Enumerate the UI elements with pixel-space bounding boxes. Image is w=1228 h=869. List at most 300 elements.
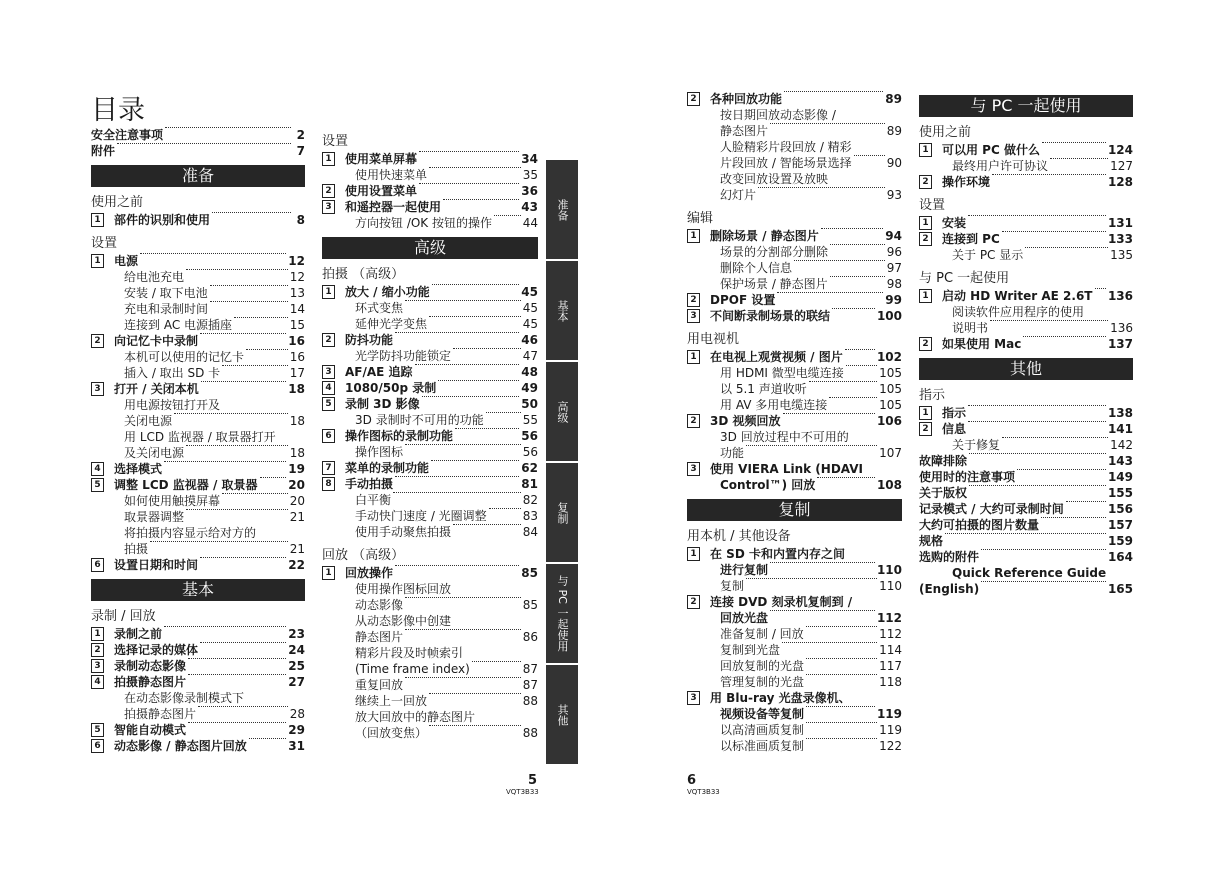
toc-entry[interactable]: [687, 445, 902, 461]
leader-dots: [150, 541, 288, 542]
toc-entry-label: Control™) 回放: [720, 478, 816, 492]
toc-entry-label: 在动态影像录制模式下: [124, 691, 245, 705]
toc-page-number: 81: [521, 477, 538, 491]
toc-entry[interactable]: [91, 658, 305, 674]
leader-dots: [830, 244, 885, 245]
toc-entry[interactable]: [919, 421, 1133, 437]
toc-entry-label: 将拍摄内容显示给对方的: [124, 526, 257, 540]
toc-entry[interactable]: [919, 142, 1133, 158]
leader-dots: [188, 722, 286, 723]
subsection-heading: 编辑: [687, 211, 714, 226]
toc-entry[interactable]: [687, 626, 902, 642]
toc-entry[interactable]: [322, 725, 538, 741]
leader-dots: [821, 228, 884, 229]
toc-page-number: 119: [876, 707, 902, 721]
leader-dots: [1025, 247, 1108, 248]
item-number-box: 4: [91, 462, 104, 476]
toc-entry[interactable]: [687, 578, 902, 594]
toc-entry[interactable]: [919, 469, 1133, 485]
toc-page-number: 119: [879, 723, 902, 737]
toc-entry[interactable]: [687, 260, 902, 276]
toc-entry-line: [687, 546, 902, 562]
toc-page-number: 83: [522, 509, 538, 523]
toc-entry-label: 规格: [919, 534, 944, 548]
leader-dots: [770, 123, 885, 124]
toc-page-number: 127: [1110, 159, 1133, 173]
toc-entry[interactable]: [322, 167, 538, 183]
leader-dots: [393, 492, 521, 493]
section-tab-copy[interactable]: 复制: [546, 463, 578, 562]
leader-dots: [186, 269, 288, 270]
toc-entry[interactable]: [91, 706, 305, 722]
leader-dots: [968, 405, 1106, 406]
leader-dots: [992, 174, 1106, 175]
toc-entry[interactable]: [687, 123, 902, 139]
item-number-box: 1: [91, 213, 104, 227]
section-tab-prep[interactable]: 准备: [546, 160, 578, 259]
section-tab-advanced[interactable]: 高级: [546, 362, 578, 461]
toc-entry[interactable]: [322, 284, 538, 300]
toc-entry-label: 放大 / 缩小功能: [345, 285, 430, 299]
toc-page-number: 88: [522, 726, 538, 740]
toc-entry-line: [687, 594, 902, 610]
toc-entry-label: 向记忆卡中录制: [114, 334, 199, 348]
toc-entry[interactable]: [687, 674, 902, 690]
toc-entry-line: [322, 709, 538, 725]
toc-entry[interactable]: [687, 91, 902, 107]
toc-entry[interactable]: [91, 626, 305, 642]
toc-entry[interactable]: [919, 501, 1133, 517]
toc-page-number: 19: [288, 462, 305, 476]
item-number-box: 3: [322, 200, 335, 214]
toc-entry[interactable]: [919, 231, 1133, 247]
toc-entry[interactable]: [919, 247, 1133, 263]
toc-page-number: 29: [288, 723, 305, 737]
leader-dots: [969, 485, 1106, 486]
toc-entry-label: 连接到 AC 电源插座: [124, 318, 233, 332]
toc-entry-label: 和遥控器一起使用: [345, 200, 442, 214]
toc-entry[interactable]: [919, 437, 1133, 453]
toc-page-number: 141: [1107, 422, 1133, 436]
toc-entry[interactable]: [91, 301, 305, 317]
leader-dots: [429, 316, 521, 317]
toc-entry[interactable]: [687, 706, 902, 722]
toc-entry-label: 最终用户许可协议: [952, 159, 1049, 173]
toc-entry-label: 录制之前: [114, 627, 163, 641]
toc-entry[interactable]: [322, 597, 538, 613]
toc-entry[interactable]: [687, 722, 902, 738]
toc-entry[interactable]: [322, 364, 538, 380]
toc-entry-label: 回放复制的光盘: [720, 659, 805, 673]
toc-entry[interactable]: [322, 300, 538, 316]
toc-entry[interactable]: [322, 199, 538, 215]
toc-entry[interactable]: [91, 285, 305, 301]
toc-entry-label: 设置日期和时间: [114, 558, 199, 572]
toc-entry[interactable]: [322, 565, 538, 581]
toc-entry[interactable]: [687, 349, 902, 365]
leader-dots: [806, 658, 877, 659]
toc-entry-label: 动态影像 / 静态图片回放: [114, 739, 247, 753]
leader-dots: [212, 212, 291, 213]
toc-entry[interactable]: [91, 722, 305, 738]
toc-entry-label: 使用快速菜单: [355, 168, 428, 182]
toc-entry[interactable]: [91, 477, 305, 493]
leader-dots: [198, 706, 288, 707]
leader-dots: [429, 693, 521, 694]
page-number-right: 6: [687, 773, 697, 788]
section-tab-basic[interactable]: 基本: [546, 261, 578, 360]
section-banner: 与 PC 一起使用: [919, 95, 1133, 117]
toc-entry[interactable]: [322, 215, 538, 231]
toc-page-number: 118: [879, 675, 902, 689]
leader-dots: [969, 453, 1106, 454]
toc-entry[interactable]: [919, 336, 1133, 352]
leader-dots: [830, 276, 885, 277]
leader-dots: [200, 642, 286, 643]
toc-entry[interactable]: [91, 365, 305, 381]
toc-entry-label: 打开 / 关闭本机: [114, 382, 199, 396]
toc-entry[interactable]: [91, 461, 305, 477]
toc-entry-label: 使用手动聚焦拍摄: [355, 525, 452, 539]
toc-entry[interactable]: [919, 581, 1133, 597]
toc-entry[interactable]: [322, 183, 538, 199]
section-banner: 复制: [687, 499, 902, 521]
toc-entry-line: [687, 690, 902, 706]
leader-dots: [770, 610, 875, 611]
toc-entry-label: 以高清画质复制: [720, 723, 805, 737]
page-code-left: VQT3B33: [506, 788, 539, 796]
item-number-box: 2: [919, 422, 932, 436]
toc-column-1: [91, 127, 305, 754]
toc-page-number: 56: [522, 445, 538, 459]
toc-entry-label: 安全注意事项: [91, 128, 164, 142]
toc-entry[interactable]: [91, 349, 305, 365]
toc-entry[interactable]: [91, 381, 305, 397]
toc-entry[interactable]: [91, 445, 305, 461]
toc-entry[interactable]: [91, 127, 305, 143]
leader-dots: [489, 508, 521, 509]
toc-entry-label: 复制到光盘: [720, 643, 781, 657]
toc-entry-label: 光学防抖功能锁定: [355, 349, 452, 363]
item-number-box: 3: [91, 382, 104, 396]
toc-entry[interactable]: [91, 541, 305, 557]
leader-dots: [746, 445, 877, 446]
toc-entry[interactable]: [687, 477, 902, 493]
toc-entry[interactable]: [322, 460, 538, 476]
toc-entry[interactable]: [687, 228, 902, 244]
toc-entry[interactable]: [687, 381, 902, 397]
item-number-box: 1: [919, 406, 932, 420]
leader-dots: [431, 460, 519, 461]
toc-entry-label: 用电源按钮打开及: [124, 398, 221, 412]
leader-dots: [234, 317, 288, 318]
toc-page-number: 164: [1107, 550, 1133, 564]
section-banner: 基本: [91, 579, 305, 601]
toc-page-number: 106: [876, 414, 902, 428]
leader-dots: [429, 167, 521, 168]
toc-entry-label: 管理复制的光盘: [720, 675, 805, 689]
toc-entry-label: 进行复制: [720, 563, 769, 577]
toc-entry-label: 保护场景 / 静态图片: [720, 277, 828, 291]
toc-entry[interactable]: [91, 269, 305, 285]
item-number-box: 2: [687, 293, 700, 307]
subsection-heading: 使用之前: [919, 125, 972, 140]
toc-page-number: 149: [1107, 470, 1133, 484]
toc-entry[interactable]: [687, 308, 902, 324]
toc-entry[interactable]: [919, 215, 1133, 231]
toc-entry[interactable]: [687, 562, 902, 578]
leader-dots: [422, 396, 520, 397]
subsection-heading: 用电视机: [687, 332, 740, 347]
toc-entry[interactable]: [919, 320, 1133, 336]
toc-entry[interactable]: [322, 428, 538, 444]
toc-entry[interactable]: [91, 317, 305, 333]
toc-entry[interactable]: [91, 212, 305, 228]
item-number-box: 2: [687, 414, 700, 428]
toc-entry[interactable]: [687, 292, 902, 308]
toc-entry-label: 3D 录制时不可用的功能: [355, 413, 484, 427]
toc-entry[interactable]: [322, 412, 538, 428]
toc-page-number: 114: [879, 643, 902, 657]
toc-page-number: 36: [521, 184, 538, 198]
toc-page-number: 21: [289, 510, 305, 524]
leader-dots: [809, 381, 877, 382]
leader-dots: [846, 365, 877, 366]
toc-entry[interactable]: [91, 413, 305, 429]
leader-dots: [200, 333, 286, 334]
toc-entry[interactable]: [687, 244, 902, 260]
toc-entry[interactable]: [687, 187, 902, 203]
leader-dots: [1066, 501, 1106, 502]
toc-entry-label: 删除场景 / 静态图片: [710, 229, 819, 243]
toc-page-number: 105: [879, 382, 902, 396]
toc-entry[interactable]: [322, 492, 538, 508]
toc-entry-line: [687, 107, 902, 123]
toc-entry[interactable]: [322, 380, 538, 396]
toc-page-number: 107: [879, 446, 902, 460]
leader-dots: [438, 380, 519, 381]
leader-dots: [1042, 142, 1106, 143]
leader-dots: [486, 412, 521, 413]
item-number-box: 1: [919, 289, 932, 303]
toc-entry-label: 操作图标的录制功能: [345, 429, 454, 443]
toc-entry[interactable]: [322, 693, 538, 709]
toc-column-4: [919, 89, 1133, 597]
toc-page-number: 89: [886, 124, 902, 138]
toc-entry-label: 防抖功能: [345, 333, 394, 347]
toc-page-number: 86: [522, 630, 538, 644]
leader-dots: [429, 725, 521, 726]
toc-entry-label: 回放光盘: [720, 611, 769, 625]
toc-entry-label: 人脸精彩片段回放 / 精彩: [720, 140, 852, 154]
item-number-box: 1: [919, 143, 932, 157]
toc-entry-label: 如何使用触摸屏幕: [124, 494, 221, 508]
toc-entry[interactable]: [322, 476, 538, 492]
toc-entry[interactable]: [919, 453, 1133, 469]
leader-dots: [845, 349, 875, 350]
toc-entry[interactable]: [919, 549, 1133, 565]
toc-entry-line: [91, 429, 305, 445]
leader-dots: [222, 365, 288, 366]
toc-entry-label: Quick Reference Guide: [952, 566, 1107, 580]
toc-page-number: 12: [289, 270, 305, 284]
toc-entry-label: 操作图标: [355, 445, 404, 459]
leader-dots: [981, 549, 1106, 550]
toc-page-number: 135: [1110, 248, 1133, 262]
leader-dots: [806, 738, 877, 739]
toc-entry[interactable]: [919, 485, 1133, 501]
toc-entry-label: 功能: [720, 446, 745, 460]
toc-entry[interactable]: [91, 557, 305, 573]
subsection-heading: 回放 （高级）: [322, 548, 405, 563]
leader-dots: [1050, 158, 1108, 159]
item-number-box: 4: [322, 381, 335, 395]
leader-dots: [246, 349, 288, 350]
toc-entry[interactable]: [687, 413, 902, 429]
toc-entry-label: 连接 DVD 刻录机复制到 /: [710, 595, 853, 609]
toc-entry[interactable]: [919, 517, 1133, 533]
toc-page-number: 56: [521, 429, 538, 443]
toc-page-number: 44: [522, 216, 538, 230]
toc-entry-label: 用 HDMI 微型电缆连接: [720, 366, 844, 380]
leader-dots: [777, 292, 883, 293]
toc-entry[interactable]: [322, 661, 538, 677]
toc-page-number: 47: [522, 349, 538, 363]
subsection-heading: 录制 / 回放: [91, 609, 156, 624]
toc-entry-label: 如果使用 Mac: [942, 337, 1022, 351]
toc-entry-label: 精彩片段及时帧索引: [355, 646, 464, 660]
leader-dots: [395, 565, 519, 566]
toc-entry-label: (English): [919, 582, 980, 596]
toc-entry[interactable]: [322, 316, 538, 332]
toc-entry[interactable]: [322, 677, 538, 693]
subsection-heading: 设置: [322, 134, 349, 149]
toc-entry[interactable]: [322, 348, 538, 364]
item-number-box: 7: [322, 461, 335, 475]
toc-entry[interactable]: [687, 397, 902, 413]
toc-entry[interactable]: [91, 333, 305, 349]
toc-entry[interactable]: [919, 158, 1133, 174]
toc-page-number: 22: [288, 558, 305, 572]
toc-entry[interactable]: [322, 151, 538, 167]
leader-dots: [140, 253, 286, 254]
toc-column-3: [687, 91, 902, 754]
toc-page-number: 18: [288, 382, 305, 396]
item-number-box: 2: [919, 232, 932, 246]
leader-dots: [260, 477, 287, 478]
section-banner: 准备: [91, 165, 305, 187]
toc-entry[interactable]: [322, 396, 538, 412]
toc-entry[interactable]: [687, 155, 902, 171]
toc-entry[interactable]: [91, 674, 305, 690]
toc-entry-label: 3D 回放过程中不可用的: [720, 430, 849, 444]
leader-dots: [419, 151, 519, 152]
toc-page-number: 142: [1110, 438, 1133, 452]
toc-entry[interactable]: [322, 508, 538, 524]
toc-entry[interactable]: [322, 629, 538, 645]
subsection-heading: 指示: [919, 388, 946, 403]
toc-entry-label: 本机可以使用的记忆卡: [124, 350, 245, 364]
toc-page-number: 18: [289, 414, 305, 428]
section-tab-other[interactable]: 其他: [546, 665, 578, 764]
toc-entry-line: [322, 645, 538, 661]
toc-entry-label: 电源: [114, 254, 139, 268]
leader-dots: [453, 524, 521, 525]
toc-entry[interactable]: [687, 738, 902, 754]
toc-entry-label: 故障排除: [919, 454, 968, 468]
leader-dots: [806, 674, 877, 675]
toc-page-number: 117: [879, 659, 902, 673]
toc-entry[interactable]: [687, 658, 902, 674]
toc-entry[interactable]: [919, 405, 1133, 421]
toc-entry-label: 改变回放设置及放映: [720, 172, 829, 186]
toc-page-number: 45: [521, 285, 538, 299]
toc-entry[interactable]: [322, 332, 538, 348]
toc-entry-label: 使用 VIERA Link (HDAVI: [710, 462, 864, 476]
toc-page-number: 35: [522, 168, 538, 182]
section-tab-pc[interactable]: 与 PC 一起使用: [546, 564, 578, 663]
toc-page-number: 124: [1107, 143, 1133, 157]
toc-page-number: 99: [885, 293, 902, 307]
leader-dots: [405, 444, 521, 445]
toc-entry-label: 充电和录制时间: [124, 302, 209, 316]
leader-dots: [817, 477, 875, 478]
toc-entry-label: 手动快门速度 / 光圈调整: [355, 509, 487, 523]
toc-entry-label: 取景器调整: [124, 510, 185, 524]
item-number-box: 1: [687, 229, 700, 243]
toc-entry-label: 拍摄静态图片: [114, 675, 187, 689]
toc-entry-label: 用 Blu-ray 光盘录像机、: [710, 691, 851, 705]
toc-entry[interactable]: [91, 253, 305, 269]
toc-entry-label: 信息: [942, 422, 967, 436]
toc-entry[interactable]: [687, 642, 902, 658]
page-number-left: 5: [528, 773, 538, 788]
toc-page-number: 137: [1107, 337, 1133, 351]
toc-entry[interactable]: [91, 509, 305, 525]
leader-dots: [395, 332, 519, 333]
toc-page-number: 131: [1107, 216, 1133, 230]
toc-entry[interactable]: [919, 174, 1133, 190]
toc-entry-label: 各种回放功能: [710, 92, 783, 106]
toc-entry[interactable]: [91, 738, 305, 754]
toc-page-number: 159: [1107, 534, 1133, 548]
toc-entry[interactable]: [91, 143, 305, 159]
item-number-box: 3: [687, 462, 700, 476]
section-banner: 高级: [322, 237, 538, 259]
toc-entry[interactable]: [91, 642, 305, 658]
toc-entry[interactable]: [322, 524, 538, 540]
toc-entry[interactable]: [919, 533, 1133, 549]
subsection-heading: 与 PC 一起使用: [919, 271, 1010, 286]
toc-entry-label: 插入 / 取出 SD 卡: [124, 366, 221, 380]
toc-entry[interactable]: [687, 365, 902, 381]
toc-page-number: 87: [522, 678, 538, 692]
toc-entry[interactable]: [322, 444, 538, 460]
leader-dots: [117, 143, 291, 144]
toc-entry-label: 及关闭电源: [124, 446, 185, 460]
item-number-box: 2: [919, 175, 932, 189]
toc-entry-label: AF/AE 追踪: [345, 365, 413, 379]
toc-page-number: 90: [886, 156, 902, 170]
toc-entry[interactable]: [687, 610, 902, 626]
toc-entry-label: 3D 视频回放: [710, 414, 781, 428]
toc-entry[interactable]: [91, 493, 305, 509]
toc-page-number: 108: [876, 478, 902, 492]
toc-entry[interactable]: [919, 288, 1133, 304]
section-banner: 其他: [919, 358, 1133, 380]
toc-entry[interactable]: [687, 276, 902, 292]
toc-entry-label: 说明书: [952, 321, 989, 335]
